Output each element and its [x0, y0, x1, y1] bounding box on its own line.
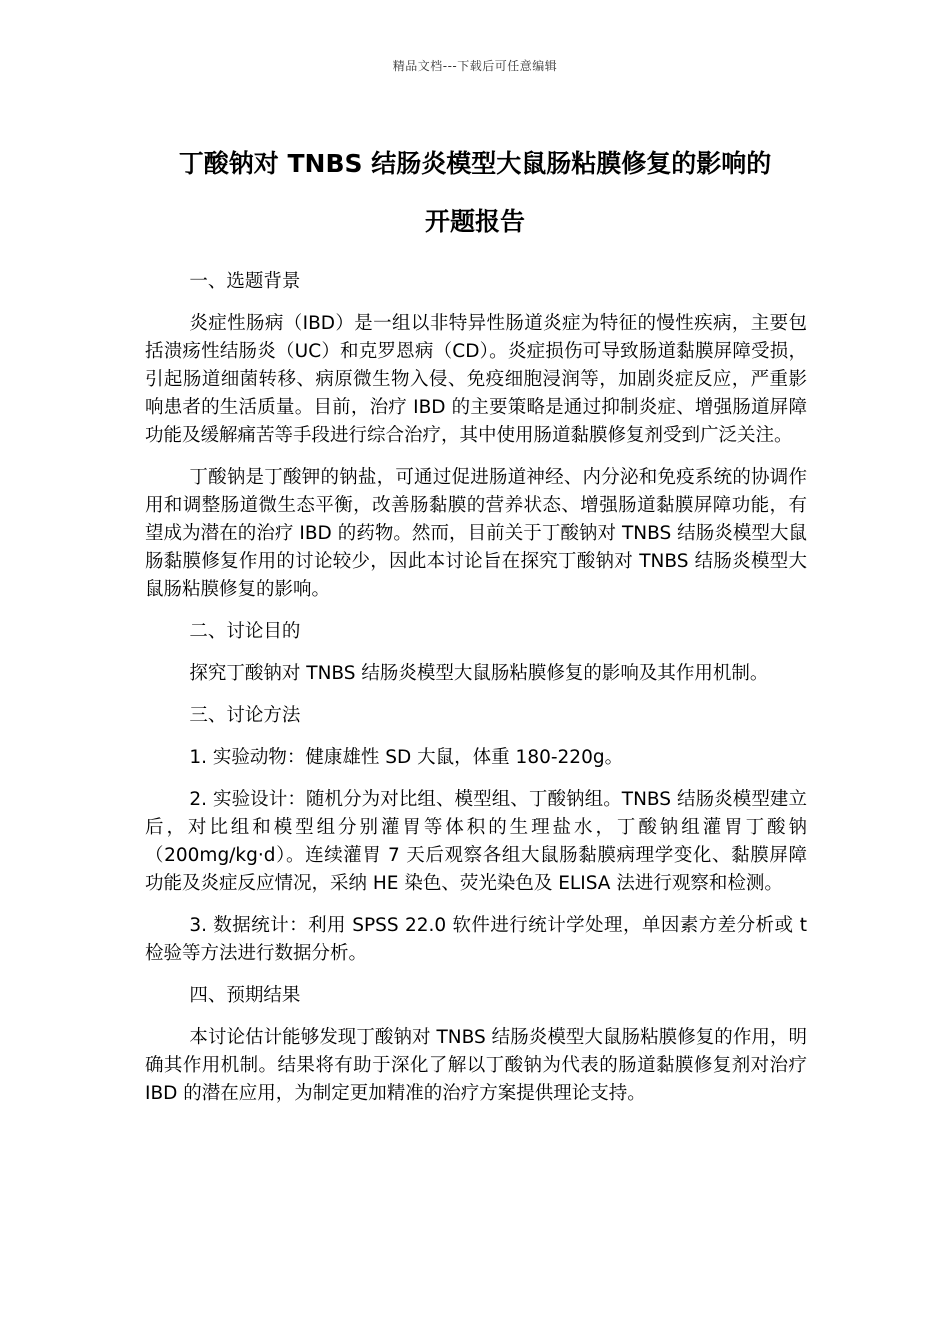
title-line-2: 开题报告 — [424, 207, 525, 236]
page-header-note: 精品文档---下载后可任意编辑 — [392, 59, 558, 73]
paragraph: 1. 实验动物：健康雄性 SD 大鼠，体重 180-220g。 — [189, 747, 624, 768]
section-heading-results: 四、预期结果 — [189, 985, 301, 1006]
paragraph: 3. 数据统计：利用 SPSS 22.0 软件进行统计学处理，单因素方差分析或 t 检验等方法进行数据分析。 — [145, 915, 807, 964]
paragraph: 2. 实验设计：随机分为对比组、模型组、丁酸钠组。TNBS 结肠炎模型建立后，对比组和模型组分别灌胃等体积的生理盐水，丁酸钠组灌胃丁酸钠（200mg/kg·d）。连续灌胃 7 天后观察各组大鼠肠黏膜病理学变化、黏膜屏障功能及炎症反应情况，采纳 HE 染色、荧光染色及 ELISA 法进行观察和检测。 — [145, 789, 807, 894]
paragraph: 炎症性肠病（IBD）是一组以非特异性肠道炎症为特征的慢性疾病，主要包括溃疡性结肠炎（UC）和克罗恩病（CD）。炎症损伤可导致肠道黏膜屏障受损，引起肠道细菌转移、病原微生物入侵、免疫细胞浸润等，加剧炎症反应，严重影响患者的生活质量。目前，治疗 IBD 的主要策略是通过抑制炎症、增强肠道屏障功能及缓解痛苦等手段进行综合治疗，其中使用肠道黏膜修复剂受到广泛关注。 — [145, 313, 807, 446]
section-heading-methods: 三、讨论方法 — [189, 705, 301, 726]
paragraph: 本讨论估计能够发现丁酸钠对 TNBS 结肠炎模型大鼠肠粘膜修复的作用，明确其作用机制。结果将有助于深化了解以丁酸钠为代表的肠道黏膜修复剂对治疗 IBD 的潜在应用，为制定更加精准的治疗方案提供理论支持。 — [145, 1027, 807, 1104]
section-heading-purpose: 二、讨论目的 — [189, 621, 301, 642]
paragraph: 探究丁酸钠对 TNBS 结肠炎模型大鼠肠粘膜修复的影响及其作用机制。 — [189, 663, 769, 684]
section-heading-background: 一、选题背景 — [189, 271, 301, 292]
document-title — [130, 135, 820, 251]
title-line-1: 丁酸钠对 TNBS 结肠炎模型大鼠肠粘膜修复的影响的 — [178, 149, 772, 178]
paragraph: 丁酸钠是丁酸钾的钠盐，可通过促进肠道神经、内分泌和免疫系统的协调作用和调整肠道微生态平衡，改善肠黏膜的营养状态、增强肠道黏膜屏障功能，有望成为潜在的治疗 IBD 的药物。然而，目前关于丁酸钠对 TNBS 结肠炎模型大鼠肠黏膜修复作用的讨论较少，因此本讨论旨在探究丁酸钠对 TNBS 结肠炎模型大鼠肠粘膜修复的影响。 — [145, 467, 807, 600]
document-body — [145, 268, 807, 1122]
